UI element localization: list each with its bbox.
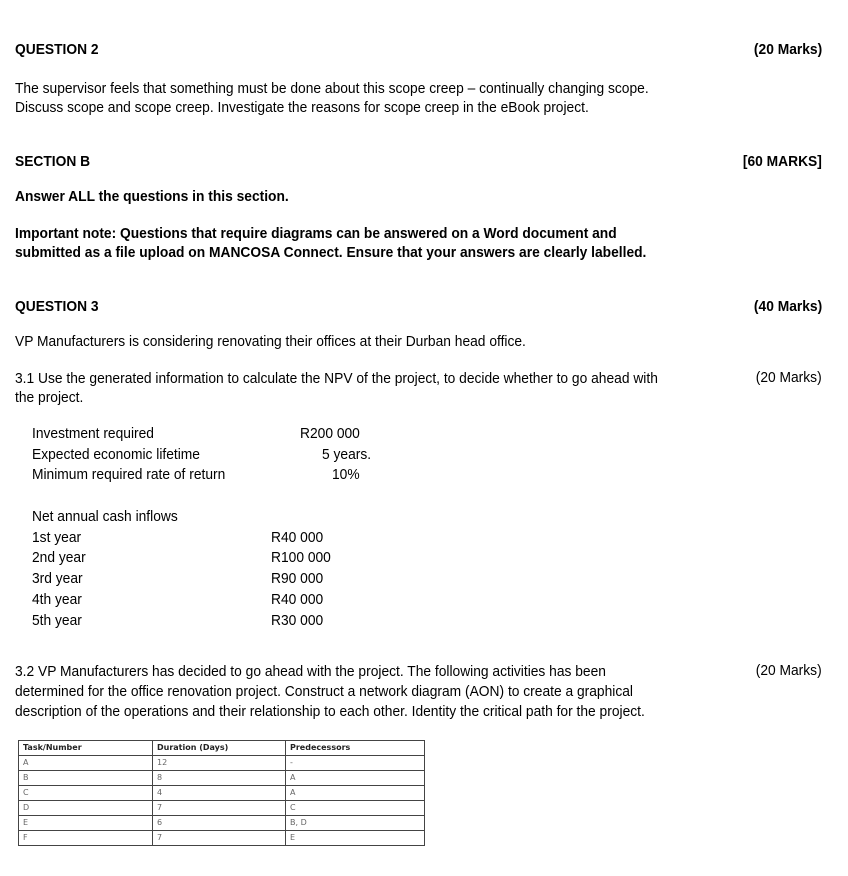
question-3-2-line-1: 3.2 VP Manufacturers has decided to go ahead with the project. The following activities has been (15, 663, 606, 680)
cashflow-year: 1st year (32, 529, 82, 546)
section-b-instruction: Answer ALL the questions in this section. (15, 188, 289, 205)
cashflow-amount: R90 000 (271, 570, 324, 587)
cashflow-amount: R40 000 (271, 591, 324, 608)
question-2-marks: (20 Marks) (753, 41, 822, 58)
task-cell: D (19, 801, 153, 816)
cashflow-year: 4th year (32, 591, 82, 608)
section-b-heading: SECTION B (15, 153, 91, 170)
duration-cell: 6 (153, 816, 286, 831)
cashflow-year: 5th year (32, 612, 82, 629)
question-2-text-line-2: Discuss scope and scope creep. Investigate the reasons for scope creep in the eBook project. (15, 99, 589, 116)
duration-cell: 12 (153, 756, 286, 771)
question-3-heading: QUESTION 3 (15, 298, 99, 315)
question-3-2-line-2: determined for the office renovation project. Construct a network diagram (AON) to create a graphical (15, 683, 633, 700)
question-3-2-line-3: description of the operations and their relationship to each other. Identity the critical path for the project. (15, 703, 645, 720)
table-row (19, 801, 425, 816)
param-label: Investment required (32, 425, 154, 442)
activities-table (18, 740, 425, 846)
param-label: Expected economic lifetime (32, 446, 200, 463)
table-row (19, 786, 425, 801)
duration-cell: 4 (153, 786, 286, 801)
column-header-predecessors: Predecessors (286, 741, 425, 756)
cashflow-amount: R100 000 (271, 549, 331, 566)
question-3-intro: VP Manufacturers is considering renovating their offices at their Durban head office. (15, 333, 526, 350)
task-cell: C (19, 786, 153, 801)
cashflow-amount: R40 000 (271, 529, 324, 546)
task-cell: F (19, 831, 153, 846)
predecessor-cell: E (286, 831, 425, 846)
predecessor-cell: C (286, 801, 425, 816)
duration-cell: 7 (153, 831, 286, 846)
task-cell: A (19, 756, 153, 771)
predecessor-cell: A (286, 771, 425, 786)
question-3-2-marks: (20 Marks) (756, 662, 822, 679)
column-header-duration: Duration (Days) (153, 741, 286, 756)
duration-cell: 8 (153, 771, 286, 786)
important-note-line-2: submitted as a file upload on MANCOSA Connect. Ensure that your answers are clearly labelled. (15, 244, 647, 261)
table-row (19, 756, 425, 771)
task-cell: E (19, 816, 153, 831)
table-row (19, 771, 425, 786)
table-header-row (19, 741, 425, 756)
table-row (19, 831, 425, 846)
cashflow-year: 3rd year (32, 570, 83, 587)
question-2-heading: QUESTION 2 (15, 41, 99, 58)
predecessor-cell: - (286, 756, 425, 771)
question-2-text-line-1: The supervisor feels that something must be done about this scope creep – continually changing scope. (15, 80, 649, 97)
predecessor-cell: A (286, 786, 425, 801)
duration-cell: 7 (153, 801, 286, 816)
cashflow-year: 2nd year (32, 549, 86, 566)
param-value: 10% (332, 466, 360, 483)
task-cell: B (19, 771, 153, 786)
param-value: 5 years. (322, 446, 372, 463)
question-3-1-marks: (20 Marks) (756, 369, 822, 386)
param-value: R200 000 (300, 425, 360, 442)
param-label: Minimum required rate of return (32, 466, 226, 483)
question-3-marks: (40 Marks) (753, 298, 822, 315)
table-row (19, 816, 425, 831)
important-note-line-1: Important note: Questions that require diagrams can be answered on a Word document and (15, 225, 617, 242)
cash-inflows-title: Net annual cash inflows (32, 508, 178, 525)
predecessor-cell: B, D (286, 816, 425, 831)
question-3-1-line-1: 3.1 Use the generated information to calculate the NPV of the project, to decide whether to go ahead with (15, 370, 658, 387)
question-3-1-line-2: the project. (15, 389, 84, 406)
column-header-task: Task/Number (19, 741, 153, 756)
section-b-marks: [60 MARKS] (743, 153, 822, 170)
cashflow-amount: R30 000 (271, 612, 324, 629)
